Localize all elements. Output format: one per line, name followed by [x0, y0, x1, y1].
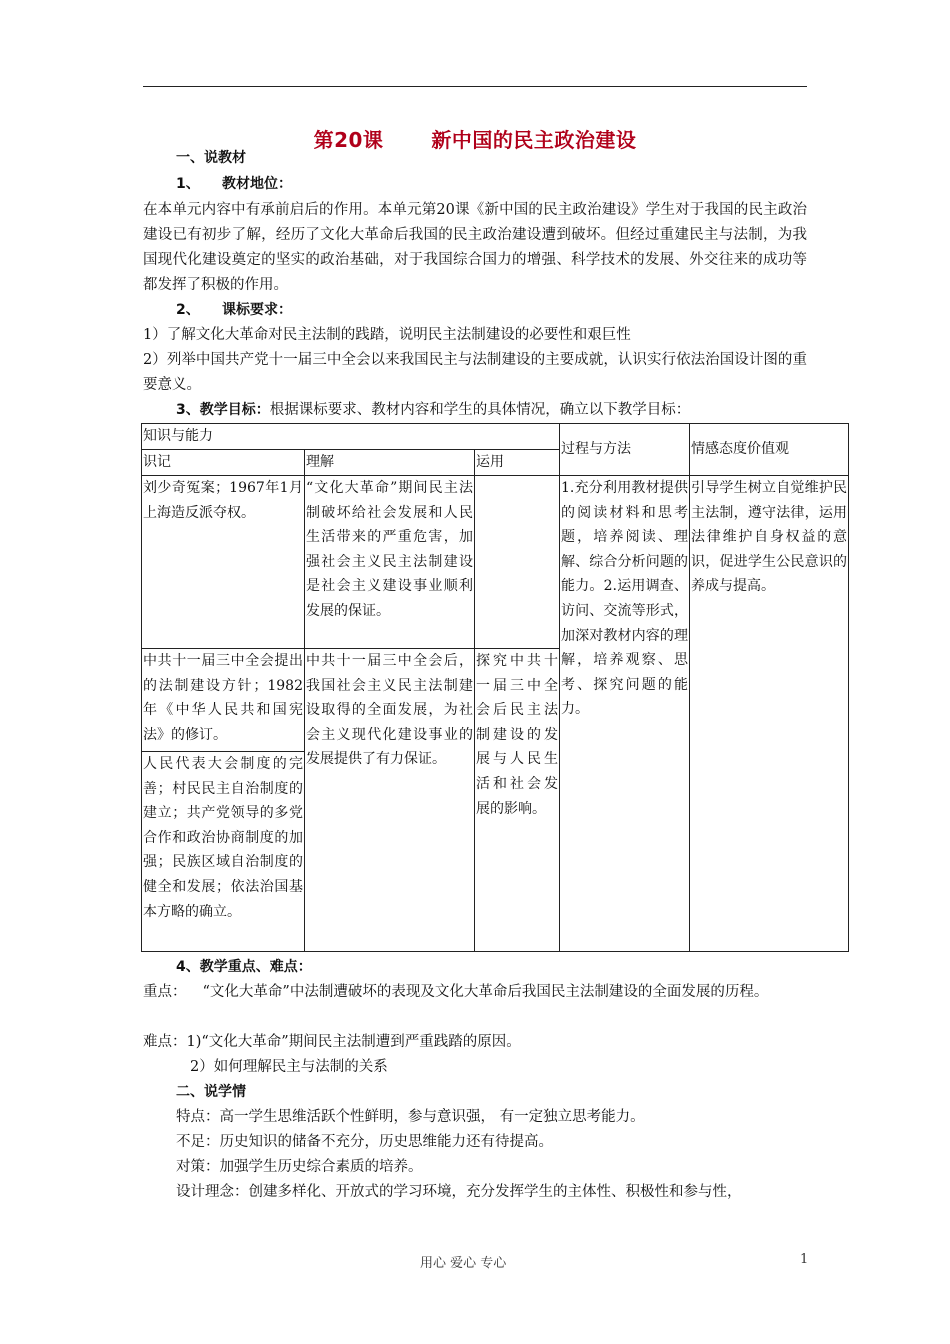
- cell-understand-2: 中共十一届三中全会后，我国社会主义民主法制建设取得的全面发展，为社会主义现代化建设事业的发展提供了有力保证。: [305, 649, 475, 952]
- header-rule: [143, 86, 807, 87]
- section-heading-students: 二、说学情: [176, 1084, 246, 1100]
- subheader-apply: 运用: [475, 450, 560, 476]
- subheading-position: 1、 教材地位：: [176, 176, 292, 192]
- cell-remember-3: 人民代表大会制度的完善；村民民主自治制度的建立；共产党领导的多党合作和政治协商制度的加强；民族区域自治制度的健全和发展；依法治国基本方略的确立。: [142, 752, 305, 952]
- objectives-line: [176, 398, 690, 423]
- header-emotion: 情感态度价值观: [690, 424, 849, 476]
- paragraph-position: 在本单元内容中有承前启后的作用。本单元第20课《新中国的民主政治建设》学生对于我国的民主政治建设已有初步了解，经历了文化大革命后我国的民主政治建设遭到破坏。但经过重建民主与法制，为我国现代化建设奠定的坚实的政治基础，对于我国综合国力的增强、科学技术的发展、外交往来的成功等都发挥了积极的作用。: [143, 202, 807, 293]
- students-trait: 特点：高一学生思维活跃个性鲜明，参与意识强， 有一定独立思考能力。: [176, 1109, 645, 1125]
- subheader-remember: 识记: [142, 450, 305, 476]
- objectives-label: 3、教学目标：: [176, 402, 270, 418]
- objectives-text: 根据课标要求、教材内容和学生的具体情况，确立以下教学目标：: [269, 402, 691, 418]
- footer-motto: 用心 爱心 专心: [420, 1256, 507, 1271]
- students-strategy: 对策：加强学生历史综合素质的培养。: [176, 1159, 423, 1175]
- cell-remember-2: 中共十一届三中全会提出的法制建设方针；1982年《中华人民共和国宪法》的修订。: [142, 649, 305, 752]
- difficulty-2: 2）如何理解民主与法制的关系: [190, 1059, 388, 1075]
- cell-process: 1.充分利用教材提供的阅读材料和思考题，培养阅读、理解、综合分析问题的能力。2.运用调查、访问、交流等形式，加深对教材内容的理解，培养观察、思考、探究问题的能力。: [560, 476, 690, 952]
- cell-remember-1: 刘少奇冤案；1967年1月上海造反派夺权。: [142, 476, 305, 649]
- cell-apply-1: [475, 476, 560, 649]
- section-heading-textbook: 一、说教材: [176, 150, 246, 166]
- key-point: 重点： “文化大革命”中法制遭破坏的表现及文化大革命后我国民主法制建设的全面发展的历程。: [143, 984, 769, 1000]
- subheading-requirements: 2、 课标要求：: [176, 302, 292, 318]
- cell-understand-1: “文化大革命”期间民主法制破坏给社会发展和人民生活带来的严重危害，加强社会主义民主法制建设是社会主义建设事业顺利发展的保证。: [305, 476, 475, 649]
- difficulty-1: 难点：1)“文化大革命”期间民主法制遭到严重践踏的原因。: [143, 1034, 521, 1050]
- requirement-1: 1）了解文化大革命对民主法制的践踏，说明民主法制建设的必要性和艰巨性: [143, 327, 631, 343]
- section-heading-keypoints: 4、教学重点、难点：: [176, 959, 312, 975]
- cell-apply-2: 探究中共十一届三中全会后民主法制建设的发展与人民生活和社会发展的影响。: [475, 649, 560, 952]
- requirement-2: 2）列举中国共产党十一届三中全会以来我国民主与法制建设的主要成就，认识实行依法治国设计图的重要意义。: [143, 352, 807, 393]
- students-lack: 不足：历史知识的储备不充分，历史思维能力还有待提高。: [176, 1134, 553, 1150]
- objectives-table: [141, 423, 849, 952]
- lesson-number: 第20课: [313, 128, 384, 152]
- lesson-name: 新中国的民主政治建设: [431, 128, 637, 152]
- page-number: 1: [800, 1252, 809, 1267]
- cell-emotion: 引导学生树立自觉维护民主法制，遵守法律，运用法律维护自身权益的意识，促进学生公民意识的养成与提高。: [690, 476, 849, 952]
- subheader-understand: 理解: [305, 450, 475, 476]
- header-knowledge: 知识与能力: [142, 424, 560, 450]
- header-process: 过程与方法: [560, 424, 690, 476]
- design-concept: 设计理念：创建多样化、开放式的学习环境，充分发挥学生的主体性、积极性和参与性，: [176, 1184, 742, 1200]
